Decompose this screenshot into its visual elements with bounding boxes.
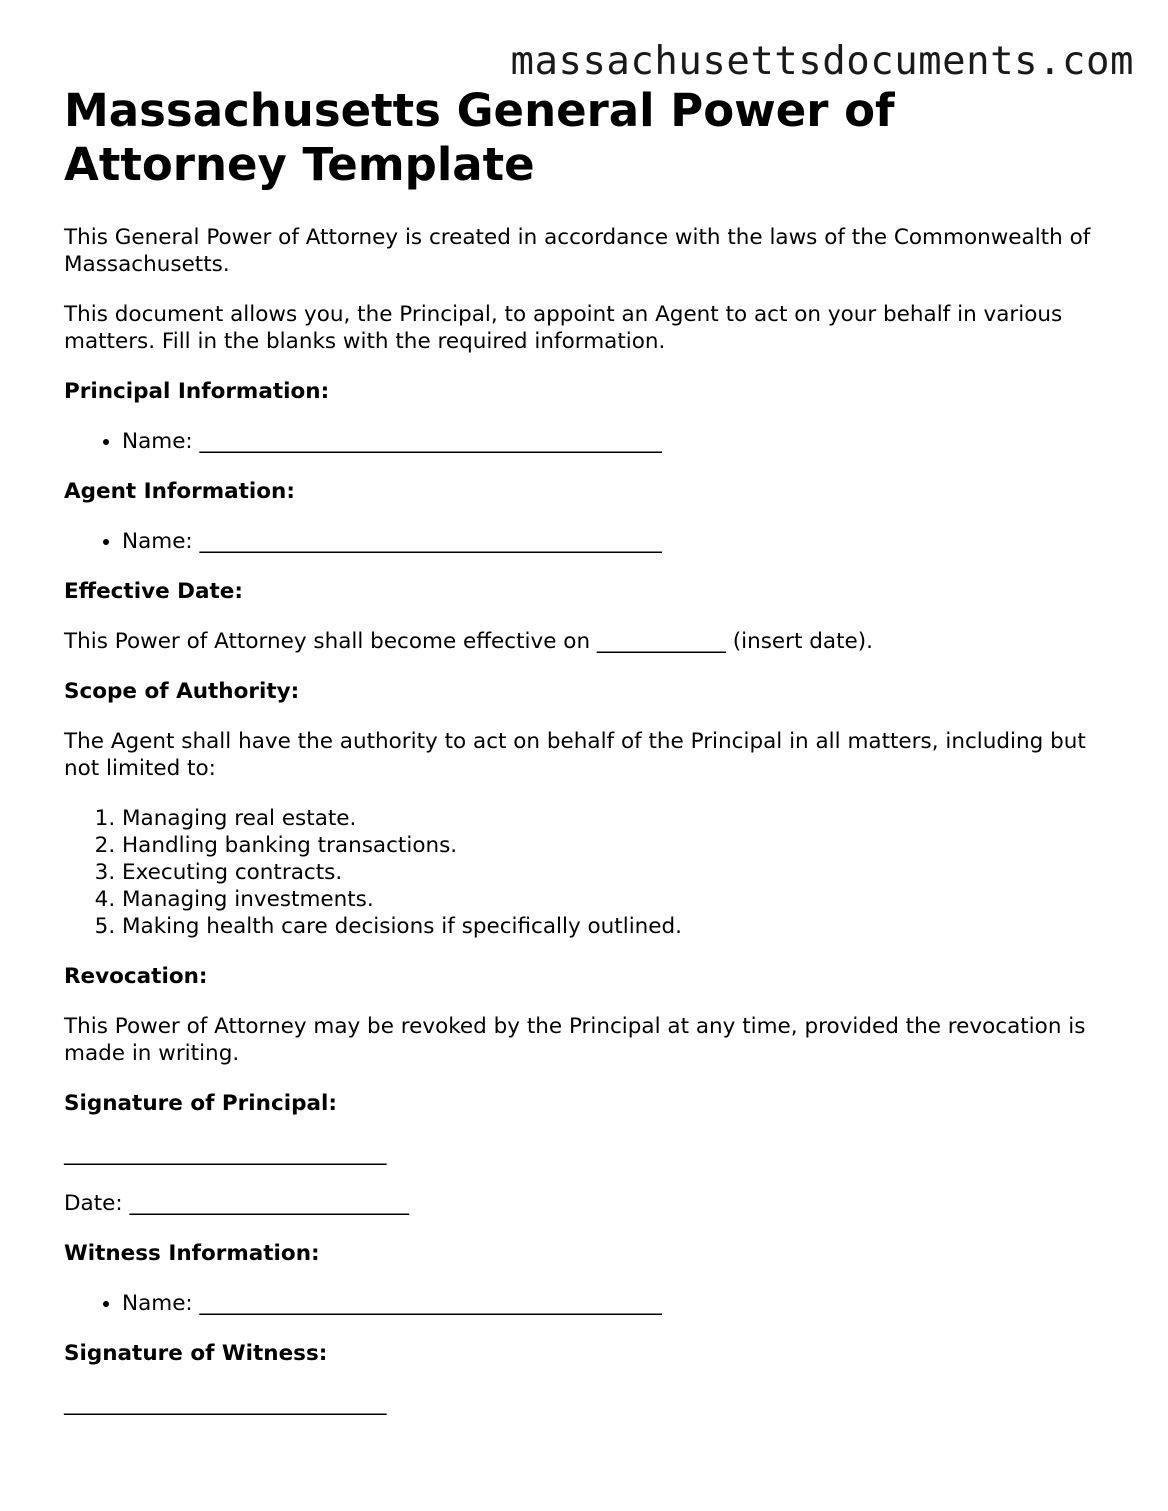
witness-signature-line[interactable]: ______________________________ (64, 1391, 387, 1416)
scope-item: 5. Making health care decisions if specifically outlined. (122, 913, 1124, 940)
scope-heading: Scope of Authority: (64, 679, 300, 704)
witness-info-heading: Witness Information: (64, 1241, 320, 1266)
witness-name-field[interactable]: • Name: ___________________________________________ (122, 1290, 1124, 1317)
scope-item: 2. Handling banking transactions. (122, 832, 1124, 859)
witness-info-list (64, 1290, 1124, 1317)
principal-info-heading: Principal Information: (64, 379, 330, 404)
witness-signature-heading: Signature of Witness: (64, 1341, 328, 1366)
intro-paragraph-1: This General Power of Attorney is created in accordance with the laws of the Commonwealth of Massachusetts. (64, 225, 1091, 277)
agent-info-list (64, 528, 1124, 555)
revocation-text: This Power of Attorney may be revoked by the Principal at any time, provided the revocation is made in writing. (64, 1014, 1086, 1066)
document-body (64, 224, 1124, 1440)
scope-item: 4. Managing investments. (122, 886, 1124, 913)
site-watermark: massachusettsdocuments.com (510, 39, 1134, 84)
effective-date-text[interactable]: This Power of Attorney shall become effective on ____________ (insert date). (64, 629, 873, 654)
agent-name-field[interactable]: • Name: ___________________________________________ (122, 528, 1124, 555)
scope-text: The Agent shall have the authority to act on behalf of the Principal in all matters, including but not limited to: (64, 729, 1086, 781)
principal-name-field[interactable]: • Name: ___________________________________________ (122, 428, 1124, 455)
revocation-heading: Revocation: (64, 964, 208, 989)
intro-paragraph-2: This document allows you, the Principal, to appoint an Agent to act on your behalf in various matters. Fill in the blanks with the required information. (64, 302, 1063, 354)
principal-signature-line[interactable]: ______________________________ (64, 1141, 387, 1166)
scope-item: 3. Executing contracts. (122, 859, 1124, 886)
principal-signature-date-field[interactable]: Date: __________________________ (64, 1191, 409, 1216)
document-title: Massachusetts General Power of Attorney Template (64, 84, 895, 191)
scope-list (64, 805, 1124, 940)
principal-info-list (64, 428, 1124, 455)
effective-date-heading: Effective Date: (64, 579, 243, 604)
agent-info-heading: Agent Information: (64, 479, 295, 504)
scope-item: 1. Managing real estate. (122, 805, 1124, 832)
principal-signature-heading: Signature of Principal: (64, 1091, 337, 1116)
